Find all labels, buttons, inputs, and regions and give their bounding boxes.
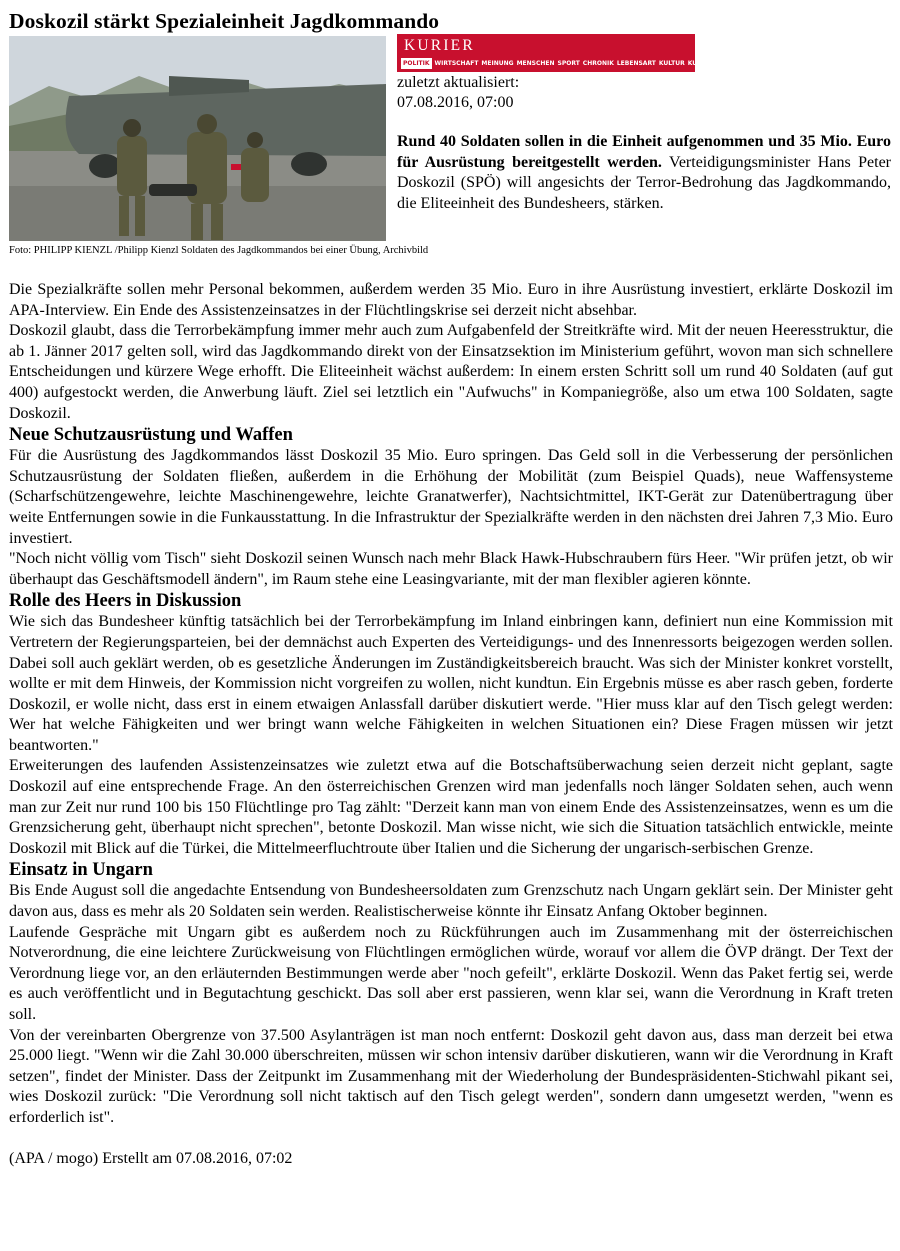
logo-nav-item: POLITIK [403,60,430,67]
photo-caption: Foto: PHILIPP KIENZL /Philipp Kienzl Soldaten des Jagdkommandos bei einer Übung, Archivbild [9,245,429,256]
article-body [9,280,893,1129]
article-paragraph: Laufende Gespräche mit Ungarn gibt es außerdem noch zu Rückführungen auch im Zusammenhang mit der österreichischen Notverordnung, die eine leichtere Zurückweisung von Flüchtlingen ermöglichen würde, worauf vor allem die ÖVP drängt. Der Text der Verordnung liege vor, an den erläuternden Bestimmungen werde aber "noch gefeilt", erklärte Doskozil. Wenn das Paket fertig sei, werde es auch veröffentlicht und in Begutachtung geschickt. Das soll aber erst passieren, wenn klar sei, wann die Verordnung in Kraft treten soll. [9,923,893,1023]
article-paragraph: Für die Ausrüstung des Jagdkommandos lässt Doskozil 35 Mio. Euro springen. Das Geld soll in die Verbesserung der persönlichen Schutzausrüstung der Soldaten fließen, außerdem in die Erhöhung der Mobilität (zum Beispiel Quads), neue Waffensysteme (Scharfschützengewehre, leichte Maschinengewehre, leichte Granatwerfer), Nachtsichtmittel, IKT-Gerät zur Datenübertragung über weite Entfernungen sowie in die Funkausstattung. In die Infrastruktur der Spezialkräfte werden in den nächsten drei Jahren 7,3 Mio. Euro investiert. [9,447,893,547]
article-paragraph: "Noch nicht völlig vom Tisch" sieht Doskozil seinen Wunsch nach mehr Black Hawk-Hubschraubern fürs Heer. "Wir prüfen jetzt, ob wir überhaupt das Geschäftsmodell ändern", im Raum stehe eine Leasingvariante, mit der man flexibler agieren könnte. [9,550,893,588]
soldiers-photo-illustration [9,36,386,241]
article-header [9,36,893,266]
logo-nav-item: VIDEO [707,60,729,67]
logo-name: KURIER [404,37,475,54]
section-heading: Rolle des Heers in Diskussion [9,591,242,612]
logo-nav-item: CHRONIK [582,60,614,67]
article-paragraph: Von der vereinbarten Obergrenze von 37.500 Asylanträgen ist man noch entfernt: Doskozil geht davon aus, dass man derzeit bei etwa 25.000 liegt. "Wenn wir die Zahl 30.000 überschreiten, müssen wir schon intensiv darüber diskutieren, wann wir die Verordnung in Kraft setzen", findet der Minister. Dass der Zeitpunkt im Zusammenhang mit der Wiederholung der Bundespräsidenten-Stichwahl pikant sei, wies Doskozil zurück: "Die Verordnung soll nicht taktisch auf den Tisch gelegt werden", sondern dann umgesetzt werden, "wenn es erforderlich ist". [9,1026,893,1126]
updated-label: zuletzt aktualisiert: [397,74,520,91]
article-info [397,34,891,214]
kurier-logo [397,34,729,72]
logo-nav [401,58,728,69]
article-photo [9,36,386,241]
logo-nav-item: MEINUNG [481,60,514,67]
section-heading: Neue Schutzausrüstung und Waffen [9,425,293,446]
update-info [397,73,891,113]
lead-text: Verteidigungsminister Hans Peter Doskozil (SPÖ) will angesichts der Terror-Bedrohung das Jagdkommando, die Eliteeinheit des Bundesheers, stärken. [397,153,891,212]
logo-nav-item: MENSCHEN [516,60,555,67]
article-footer: (APA / mogo) Erstellt am 07.08.2016, 07:02 [9,1149,293,1167]
logo-nav-item: KULTUR [658,60,685,67]
article-lead [397,132,891,214]
lead-bold: Rund 40 Soldaten sollen in die Einheit aufgenommen und 35 Mio. Euro für Ausrüstung bereitgestellt werden. [397,133,891,171]
section-heading: Einsatz in Ungarn [9,860,153,881]
article-title: Doskozil stärkt Spezialeinheit Jagdkommando [9,9,440,33]
article-paragraph: Wie sich das Bundesheer künftig tatsächlich bei der Terrorbekämpfung im Inland einbringen kann, definiert nun eine Kommission mit Vertretern der Regierungsparteien, bei der demnächst auch Experten des Verteidigungs- und des Innenressorts beigezogen werden sollen. Dabei soll auch geklärt werden, ob es gesetzliche Änderungen im Zuständigkeitsbereich braucht. Was sich der Minister konkret vorstellt, wollte er mit dem Hinweis, der Kommission nicht vorgreifen zu wollen, nicht kundtun. Ein Ergebnis müsse es aber rasch geben, forderte Doskozil, er wolle nicht, dass erst in einem etwaigen Anlassfall darüber diskutiert werde. "Hier muss klar auf den Tisch gelegt werden: Wer hat welche Fähigkeiten und wer bringt wann welche Fähigkeiten in welchen Situationen ein? Diese Fragen müssen wir jetzt beantworten." [9,613,893,754]
article-paragraph: Erweiterungen des laufenden Assistenzeinsatzes wie zuletzt etwa auf die Botschaftsüberwachung seien derzeit nicht geplant, sagte Doskozil auf eine entsprechende Frage. An den österreichischen Grenzen wird man jedenfalls noch länger Soldaten sehen, auch wenn man zur Zeit nur rund 100 bis 150 Flüchtlinge pro Tag zählt: "Derzeit kann man von einem Ende des Assistenzeinsatzes, wenn es um die Grenzsicherung geht, überhaupt nicht sprechen", betonte Doskozil. Man wisse nicht, wie sich die Situation tatsächlich entwickle, meinte Doskozil mit Blick auf die Türkei, die Mittelmeerfluchtroute über Italien und die Sicherung der ungarisch-serbischen Grenze. [9,757,893,857]
logo-nav-item: LEBENSART [616,60,656,67]
updated-value: 07.08.2016, 07:00 [397,94,514,111]
logo-nav-item: WIRTSCHAFT [434,60,479,67]
article [9,8,893,1168]
logo-nav-item: KULT [687,60,705,67]
logo-nav-item: SPORT [557,60,580,67]
article-paragraph: Bis Ende August soll die angedachte Entsendung von Bundesheersoldaten zum Grenzschutz nach Ungarn geklärt sein. Der Minister geht davon aus, dass es mehr als 20 Soldaten sein werden. Realistischerweise könnte ihr Einsatz Anfang Oktober beginnen. [9,882,893,921]
article-paragraph: Die Spezialkräfte sollen mehr Personal bekommen, außerdem werden 35 Mio. Euro in ihre Ausrüstung investiert, erklärte Doskozil im APA-Interview. Ein Ende des Assistenzeinsatzes in der Flüchtlingskrise sei derzeit nicht absehbar. [9,281,893,319]
article-paragraph: Doskozil glaubt, dass die Terrorbekämpfung immer mehr auch zum Aufgabenfeld der Streitkräfte wird. Mit der neuen Heeresstruktur, die ab 1. Jänner 2017 gelten soll, wird das Jagdkommando direkt von der Einsatzsektion im Ministerium geführt, wovon man sich schnellere Entscheidungen und kürzere Wege erhofft. Die Eliteeinheit wächst außerdem: In einem ersten Schritt soll um rund 40 Soldaten (auf gut 400) aufgestockt werden, die Anwerbung läuft. Ziel sei letztlich ein "Aufwuchs" in Kompaniegröße, also um etwa 100 Soldaten, sagte Doskozil. [9,322,893,422]
